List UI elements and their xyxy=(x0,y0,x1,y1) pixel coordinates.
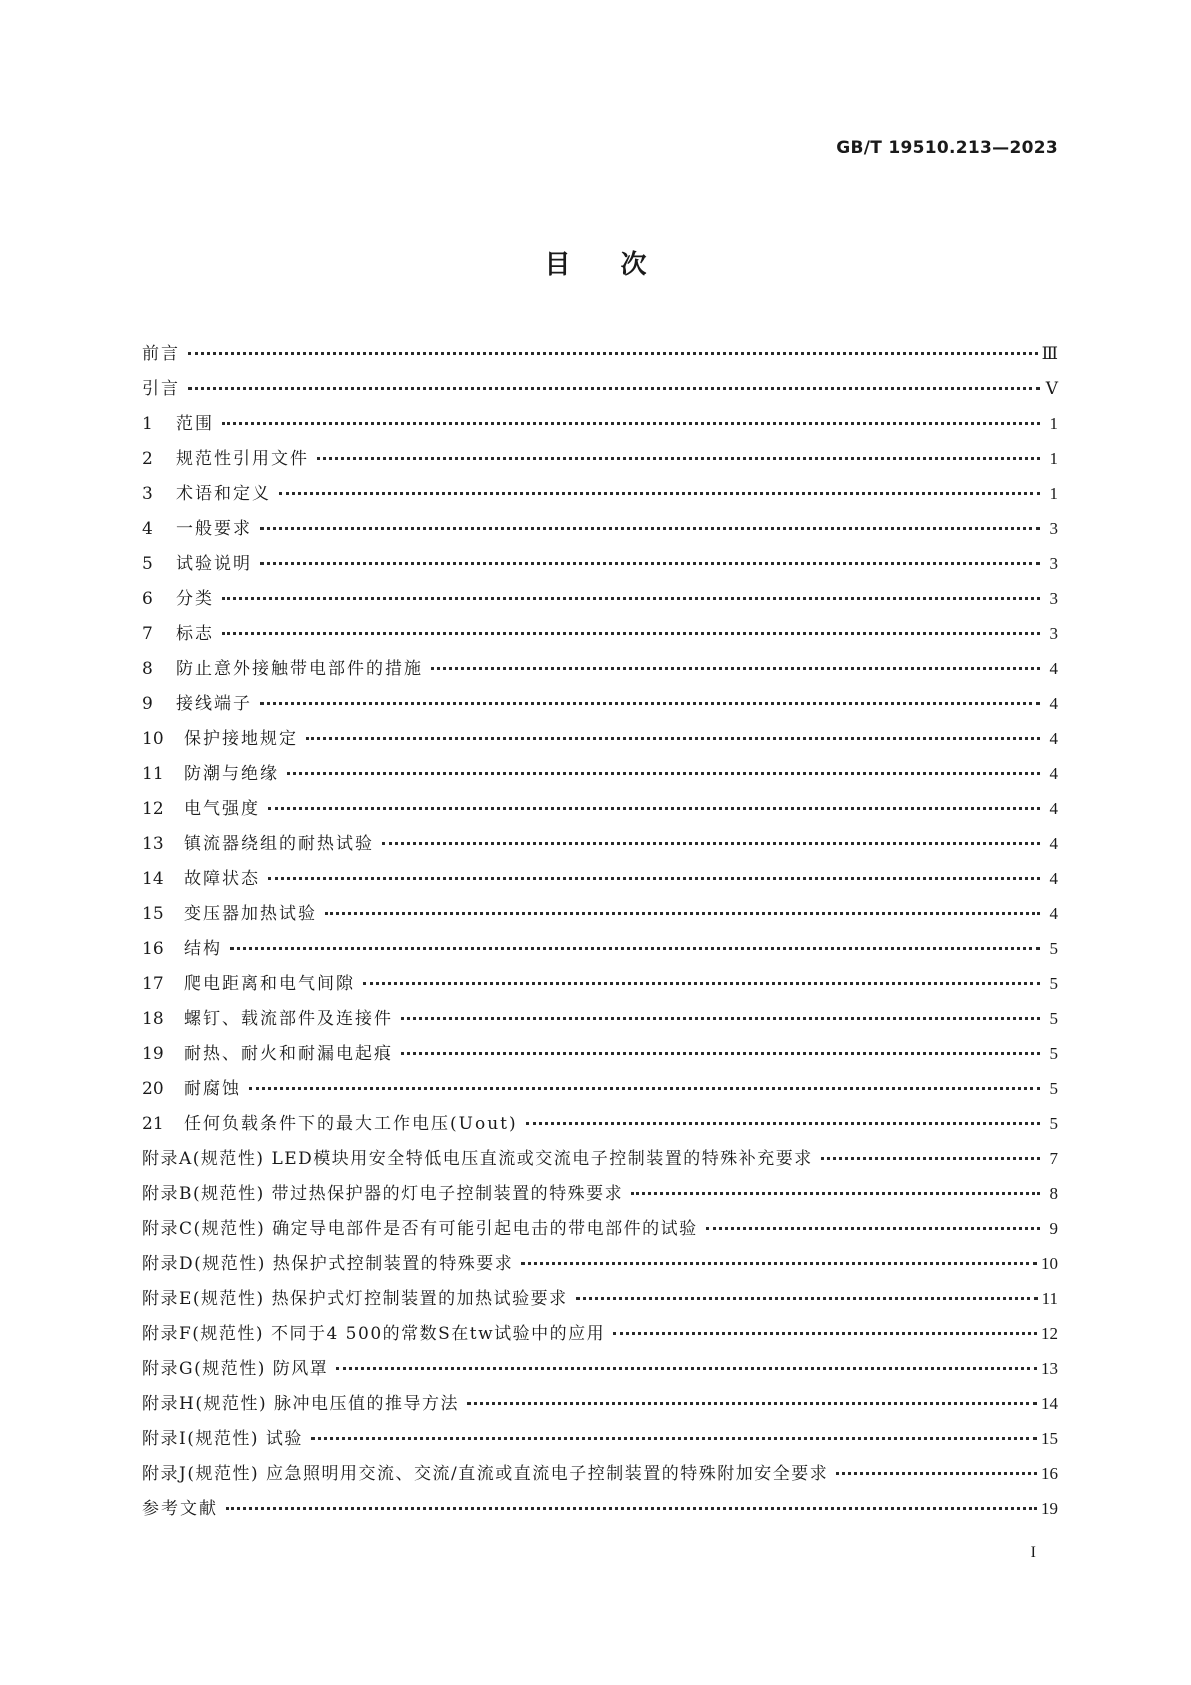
toc-page: 4 xyxy=(1049,764,1058,783)
leader-dots xyxy=(222,618,1040,635)
toc-title: 电气强度 xyxy=(184,799,260,819)
toc-number: 14 xyxy=(142,869,164,889)
toc-title: 保护接地规定 xyxy=(184,729,298,749)
toc-number: 10 xyxy=(142,729,164,749)
toc-number: 3 xyxy=(142,484,153,504)
leader-dots xyxy=(821,1143,1040,1160)
toc-title: 耐热、耐火和耐漏电起痕 xyxy=(184,1044,393,1064)
toc-entry-clause-9[interactable] xyxy=(142,689,1058,724)
toc-entry-clause-7[interactable] xyxy=(142,619,1058,654)
toc-entry-clause-3[interactable] xyxy=(142,479,1058,514)
toc-title: 附录E(规范性) 热保护式灯控制装置的加热试验要求 xyxy=(142,1289,568,1309)
table-of-contents xyxy=(142,339,1058,1529)
toc-entry-annex-i[interactable] xyxy=(142,1424,1058,1459)
page-folio: I xyxy=(1030,1544,1036,1561)
leader-dots xyxy=(706,1213,1040,1230)
toc-title: 镇流器绕组的耐热试验 xyxy=(184,834,374,854)
toc-title: 附录D(规范性) 热保护式控制装置的特殊要求 xyxy=(142,1254,514,1274)
toc-page: 1 xyxy=(1049,484,1058,503)
toc-entry-clause-1[interactable] xyxy=(142,409,1058,444)
leader-dots xyxy=(336,1353,1037,1370)
leader-dots xyxy=(306,723,1040,740)
toc-page: 4 xyxy=(1049,834,1058,853)
page-title: 目次 xyxy=(544,250,697,280)
toc-title: 参考文献 xyxy=(142,1499,218,1519)
toc-entry-clause-13[interactable] xyxy=(142,829,1058,864)
toc-page: 7 xyxy=(1049,1149,1058,1168)
leader-dots xyxy=(311,1423,1037,1440)
toc-title: 分类 xyxy=(176,589,214,609)
toc-entry-annex-j[interactable] xyxy=(142,1459,1058,1494)
toc-page: 5 xyxy=(1049,1009,1058,1028)
toc-number: 15 xyxy=(142,904,164,924)
toc-page: 5 xyxy=(1049,974,1058,993)
toc-page: 5 xyxy=(1049,1079,1058,1098)
toc-page: 3 xyxy=(1049,519,1058,538)
leader-dots xyxy=(526,1108,1040,1125)
leader-dots xyxy=(467,1388,1037,1405)
toc-number: 1 xyxy=(142,414,153,434)
toc-entry-clause-20[interactable] xyxy=(142,1074,1058,1109)
leader-dots xyxy=(576,1283,1038,1300)
leader-dots xyxy=(401,1038,1040,1055)
toc-page: 19 xyxy=(1041,1499,1058,1518)
leader-dots xyxy=(521,1248,1037,1265)
toc-title: 一般要求 xyxy=(176,519,252,539)
toc-page: 5 xyxy=(1049,939,1058,958)
toc-entry-clause-10[interactable] xyxy=(142,724,1058,759)
toc-page: 4 xyxy=(1049,799,1058,818)
toc-title: 引言 xyxy=(142,379,180,399)
toc-title: 接线端子 xyxy=(176,694,252,714)
toc-entry-clause-18[interactable] xyxy=(142,1004,1058,1039)
toc-number: 6 xyxy=(142,589,153,609)
toc-entry-clause-14[interactable] xyxy=(142,864,1058,899)
toc-page: 5 xyxy=(1049,1114,1058,1133)
toc-entry-annex-d[interactable] xyxy=(142,1249,1058,1284)
toc-title: 防潮与绝缘 xyxy=(184,764,279,784)
toc-title: 附录J(规范性) 应急照明用交流、交流/直流或直流电子控制装置的特殊附加安全要求 xyxy=(142,1464,829,1484)
leader-dots xyxy=(222,583,1040,600)
leader-dots xyxy=(287,758,1040,775)
toc-entry-annex-c[interactable] xyxy=(142,1214,1058,1249)
toc-number: 18 xyxy=(142,1009,164,1029)
leader-dots xyxy=(268,793,1040,810)
toc-number: 4 xyxy=(142,519,153,539)
toc-title: 任何负载条件下的最大工作电压(Uout) xyxy=(184,1114,518,1134)
leader-dots xyxy=(260,548,1040,565)
toc-number: 20 xyxy=(142,1079,164,1099)
toc-entry-clause-21[interactable] xyxy=(142,1109,1058,1144)
toc-entry-clause-5[interactable] xyxy=(142,549,1058,584)
toc-page: 4 xyxy=(1049,904,1058,923)
toc-entry-clause-16[interactable] xyxy=(142,934,1058,969)
toc-entry-clause-12[interactable] xyxy=(142,794,1058,829)
toc-number: 13 xyxy=(142,834,164,854)
toc-title: 变压器加热试验 xyxy=(184,904,317,924)
toc-number: 5 xyxy=(142,554,153,574)
toc-page: 9 xyxy=(1049,1219,1058,1238)
toc-entry-clause-8[interactable] xyxy=(142,654,1058,689)
toc-page: 15 xyxy=(1041,1429,1058,1448)
leader-dots xyxy=(382,828,1040,845)
leader-dots xyxy=(260,688,1040,705)
toc-page: 4 xyxy=(1049,869,1058,888)
toc-page: Ⅴ xyxy=(1045,379,1058,398)
toc-title: 试验说明 xyxy=(176,554,252,574)
toc-title: 螺钉、载流部件及连接件 xyxy=(184,1009,393,1029)
toc-title: 故障状态 xyxy=(184,869,260,889)
toc-page: 1 xyxy=(1049,449,1058,468)
toc-number: 16 xyxy=(142,939,164,959)
toc-title: 附录H(规范性) 脉冲电压值的推导方法 xyxy=(142,1394,459,1414)
toc-title: 防止意外接触带电部件的措施 xyxy=(176,659,423,679)
toc-entry-annex-h[interactable] xyxy=(142,1389,1058,1424)
toc-page: 4 xyxy=(1049,729,1058,748)
leader-dots xyxy=(317,443,1040,460)
toc-number: 17 xyxy=(142,974,164,994)
toc-number: 9 xyxy=(142,694,153,714)
leader-dots xyxy=(188,373,1040,390)
toc-number: 2 xyxy=(142,449,153,469)
toc-title: 术语和定义 xyxy=(176,484,271,504)
toc-title: 附录F(规范性) 不同于4 500的常数S在tw试验中的应用 xyxy=(142,1324,606,1344)
toc-number: 7 xyxy=(142,624,153,644)
leader-dots xyxy=(260,513,1040,530)
toc-page: 10 xyxy=(1041,1254,1058,1273)
leader-dots xyxy=(188,338,1038,355)
toc-title: 规范性引用文件 xyxy=(176,449,309,469)
leader-dots xyxy=(431,653,1040,670)
toc-entry-clause-15[interactable] xyxy=(142,899,1058,934)
toc-title: 爬电距离和电气间隙 xyxy=(184,974,355,994)
leader-dots xyxy=(363,968,1040,985)
toc-title: 附录C(规范性) 确定导电部件是否有可能引起电击的带电部件的试验 xyxy=(142,1219,698,1239)
toc-entry-annex-e[interactable] xyxy=(142,1284,1058,1319)
toc-title: 附录A(规范性) LED模块用安全特低电压直流或交流电子控制装置的特殊补充要求 xyxy=(142,1149,813,1169)
toc-page: 3 xyxy=(1049,554,1058,573)
toc-entry-annex-b[interactable] xyxy=(142,1179,1058,1214)
toc-title: 前言 xyxy=(142,344,180,364)
toc-title: 耐腐蚀 xyxy=(184,1079,241,1099)
leader-dots xyxy=(613,1318,1037,1335)
toc-title: 范围 xyxy=(176,414,214,434)
standard-number: GB/T 19510.213—2023 xyxy=(836,138,1058,158)
toc-number: 12 xyxy=(142,799,164,819)
toc-entry-introduction[interactable] xyxy=(142,374,1058,409)
toc-entry-clause-6[interactable] xyxy=(142,584,1058,619)
toc-entry-foreword[interactable] xyxy=(142,339,1058,374)
leader-dots xyxy=(279,478,1040,495)
toc-entry-bibliography[interactable] xyxy=(142,1494,1058,1529)
toc-number: 21 xyxy=(142,1114,164,1134)
leader-dots xyxy=(230,933,1040,950)
toc-title: 附录I(规范性) 试验 xyxy=(142,1429,303,1449)
toc-page: 1 xyxy=(1049,414,1058,433)
toc-entry-clause-4[interactable] xyxy=(142,514,1058,549)
toc-entry-annex-a[interactable] xyxy=(142,1144,1058,1179)
leader-dots xyxy=(325,898,1040,915)
toc-page: Ⅲ xyxy=(1041,344,1058,363)
leader-dots xyxy=(836,1458,1037,1475)
toc-page: 4 xyxy=(1049,694,1058,713)
leader-dots xyxy=(222,408,1040,425)
toc-title: 标志 xyxy=(176,624,214,644)
toc-entry-clause-2[interactable] xyxy=(142,444,1058,479)
toc-page: 11 xyxy=(1041,1289,1058,1308)
toc-title: 结构 xyxy=(184,939,222,959)
toc-page: 14 xyxy=(1041,1394,1058,1413)
toc-title: 附录B(规范性) 带过热保护器的灯电子控制装置的特殊要求 xyxy=(142,1184,624,1204)
toc-page: 3 xyxy=(1049,589,1058,608)
toc-entry-clause-19[interactable] xyxy=(142,1039,1058,1074)
toc-page: 13 xyxy=(1041,1359,1058,1378)
toc-page: 3 xyxy=(1049,624,1058,643)
toc-entry-clause-11[interactable] xyxy=(142,759,1058,794)
toc-page: 16 xyxy=(1041,1464,1058,1483)
leader-dots xyxy=(631,1178,1040,1195)
leader-dots xyxy=(226,1493,1037,1510)
toc-page: 4 xyxy=(1049,659,1058,678)
leader-dots xyxy=(268,863,1040,880)
toc-entry-annex-g[interactable] xyxy=(142,1354,1058,1389)
toc-entry-annex-f[interactable] xyxy=(142,1319,1058,1354)
toc-number: 11 xyxy=(142,764,164,784)
toc-number: 8 xyxy=(142,659,153,679)
leader-dots xyxy=(401,1003,1040,1020)
toc-number: 19 xyxy=(142,1044,164,1064)
toc-page: 12 xyxy=(1041,1324,1058,1343)
leader-dots xyxy=(249,1073,1040,1090)
toc-entry-clause-17[interactable] xyxy=(142,969,1058,1004)
toc-page: 8 xyxy=(1049,1184,1058,1203)
toc-title: 附录G(规范性) 防风罩 xyxy=(142,1359,329,1379)
toc-page: 5 xyxy=(1049,1044,1058,1063)
